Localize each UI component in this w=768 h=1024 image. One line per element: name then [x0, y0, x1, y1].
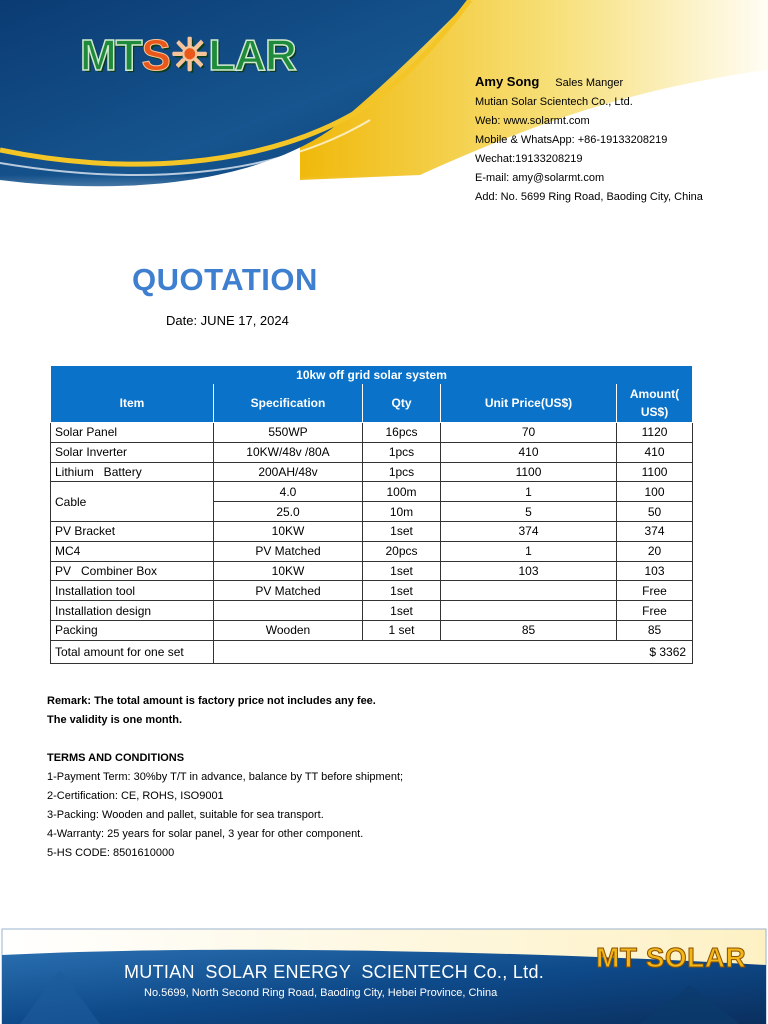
table-row [51, 462, 693, 482]
cell-qty: 10m [363, 502, 441, 522]
quotation-table [50, 366, 693, 664]
cell-unit-price: 70 [441, 423, 617, 443]
cell-amount: 1100 [617, 462, 693, 482]
column-header-qty: Qty [363, 384, 441, 423]
cell-unit-price: 1 [441, 541, 617, 561]
cell-unit-price: 410 [441, 442, 617, 462]
cell-unit-price [441, 601, 617, 621]
cell-item: Cable [51, 482, 214, 522]
cell-spec: 25.0 [214, 502, 363, 522]
cell-qty: 1set [363, 581, 441, 601]
table-row [51, 521, 693, 541]
cell-spec: PV Matched [214, 541, 363, 561]
total-value: $ 3362 [214, 640, 693, 663]
cell-spec: 10KW/48v /80A [214, 442, 363, 462]
table-row [51, 442, 693, 462]
table-row [51, 561, 693, 581]
terms-item: 4-Warranty: 25 years for solar panel, 3 year for other component. [47, 828, 364, 840]
cell-spec: 4.0 [214, 482, 363, 502]
cell-amount: 410 [617, 442, 693, 462]
total-row [51, 640, 693, 663]
cell-amount: 1120 [617, 423, 693, 443]
contact-email: E-mail: amy@solarmt.com [475, 172, 605, 184]
remark-block [47, 692, 376, 730]
table-row [51, 601, 693, 621]
terms-block [47, 749, 403, 863]
cell-item: Solar Inverter [51, 442, 214, 462]
cell-amount: 85 [617, 620, 693, 640]
cell-amount: 103 [617, 561, 693, 581]
cell-qty: 1set [363, 561, 441, 581]
footer-brand-logo: MT SOLAR [596, 942, 747, 973]
cell-spec: 10KW [214, 521, 363, 541]
cell-qty: 16pcs [363, 423, 441, 443]
column-header-amount: Amount( US$) [617, 384, 693, 423]
table-row [51, 541, 693, 561]
cell-item: PV Bracket [51, 521, 214, 541]
column-header-unit-price: Unit Price(US$) [441, 384, 617, 423]
cell-spec: 10KW [214, 561, 363, 581]
contact-wechat: Wechat:19133208219 [475, 153, 583, 165]
terms-item: 5-HS CODE: 8501610000 [47, 847, 175, 859]
cell-unit-price: 103 [441, 561, 617, 581]
cell-unit-price: 374 [441, 521, 617, 541]
cell-unit-price: 1 [441, 482, 617, 502]
column-header-item: Item [51, 384, 214, 423]
cell-amount: 20 [617, 541, 693, 561]
remark-line: Remark: The total amount is factory price not includes any fee. [47, 695, 376, 707]
cell-spec: Wooden [214, 620, 363, 640]
footer-address: No.5699, North Second Ring Road, Baoding City, Hebei Province, China [144, 987, 498, 999]
table-caption: 10kw off grid solar system [51, 366, 693, 384]
cell-amount: Free [617, 581, 693, 601]
cell-item: Packing [51, 620, 214, 640]
terms-title: TERMS AND CONDITIONS [47, 752, 185, 764]
cell-item: Installation tool [51, 581, 214, 601]
cell-unit-price [441, 581, 617, 601]
cell-qty: 1pcs [363, 442, 441, 462]
cell-item: Solar Panel [51, 423, 214, 443]
cell-qty: 1 set [363, 620, 441, 640]
page-title: QUOTATION [132, 262, 318, 297]
contact-web: Web: www.solarmt.com [475, 115, 590, 127]
terms-item: 1-Payment Term: 30%by T/T in advance, balance by TT before shipment; [47, 771, 404, 783]
table-row [51, 482, 693, 502]
table-row [51, 581, 693, 601]
contact-address: Add: No. 5699 Ring Road, Baoding City, China [475, 191, 703, 203]
footer-company-name: MUTIAN SOLAR ENERGY SCIENTECH Co., Ltd. [124, 962, 545, 982]
contact-role: Sales Manger [555, 77, 624, 89]
cell-item: Lithium Battery [51, 462, 214, 482]
contact-name: Amy Song [475, 74, 540, 89]
cell-amount: 100 [617, 482, 693, 502]
cell-spec: 200AH/48v [214, 462, 363, 482]
cell-item: PV Combiner Box [51, 561, 214, 581]
logo-text-right: LAR [208, 31, 296, 80]
cell-item: Installation design [51, 601, 214, 621]
quotation-date: Date: JUNE 17, 2024 [166, 313, 289, 328]
cell-spec: PV Matched [214, 581, 363, 601]
cell-amount: Free [617, 601, 693, 621]
total-label: Total amount for one set [51, 640, 214, 663]
terms-item: 3-Packing: Wooden and pallet, suitable for sea transport. [47, 809, 324, 821]
contact-block [475, 72, 703, 207]
logo-sun-icon: S☀ [141, 31, 209, 80]
cell-amount: 374 [617, 521, 693, 541]
table-row [51, 423, 693, 443]
table-row [51, 620, 693, 640]
cell-qty: 1pcs [363, 462, 441, 482]
cell-unit-price: 1100 [441, 462, 617, 482]
contact-company: Mutian Solar Scientech Co., Ltd. [475, 96, 633, 108]
validity-line: The validity is one month. [47, 714, 183, 726]
cell-item: MC4 [51, 541, 214, 561]
cell-qty: 100m [363, 482, 441, 502]
cell-spec: 550WP [214, 423, 363, 443]
cell-qty: 20pcs [363, 541, 441, 561]
company-logo [80, 30, 296, 81]
cell-spec [214, 601, 363, 621]
cell-unit-price: 85 [441, 620, 617, 640]
cell-qty: 1set [363, 521, 441, 541]
cell-unit-price: 5 [441, 502, 617, 522]
cell-amount: 50 [617, 502, 693, 522]
terms-item: 2-Certification: CE, ROHS, ISO9001 [47, 790, 224, 802]
logo-text-left: MT [80, 31, 142, 80]
cell-qty: 1set [363, 601, 441, 621]
contact-mobile: Mobile & WhatsApp: +86-19133208219 [475, 134, 668, 146]
column-header-spec: Specification [214, 384, 363, 423]
